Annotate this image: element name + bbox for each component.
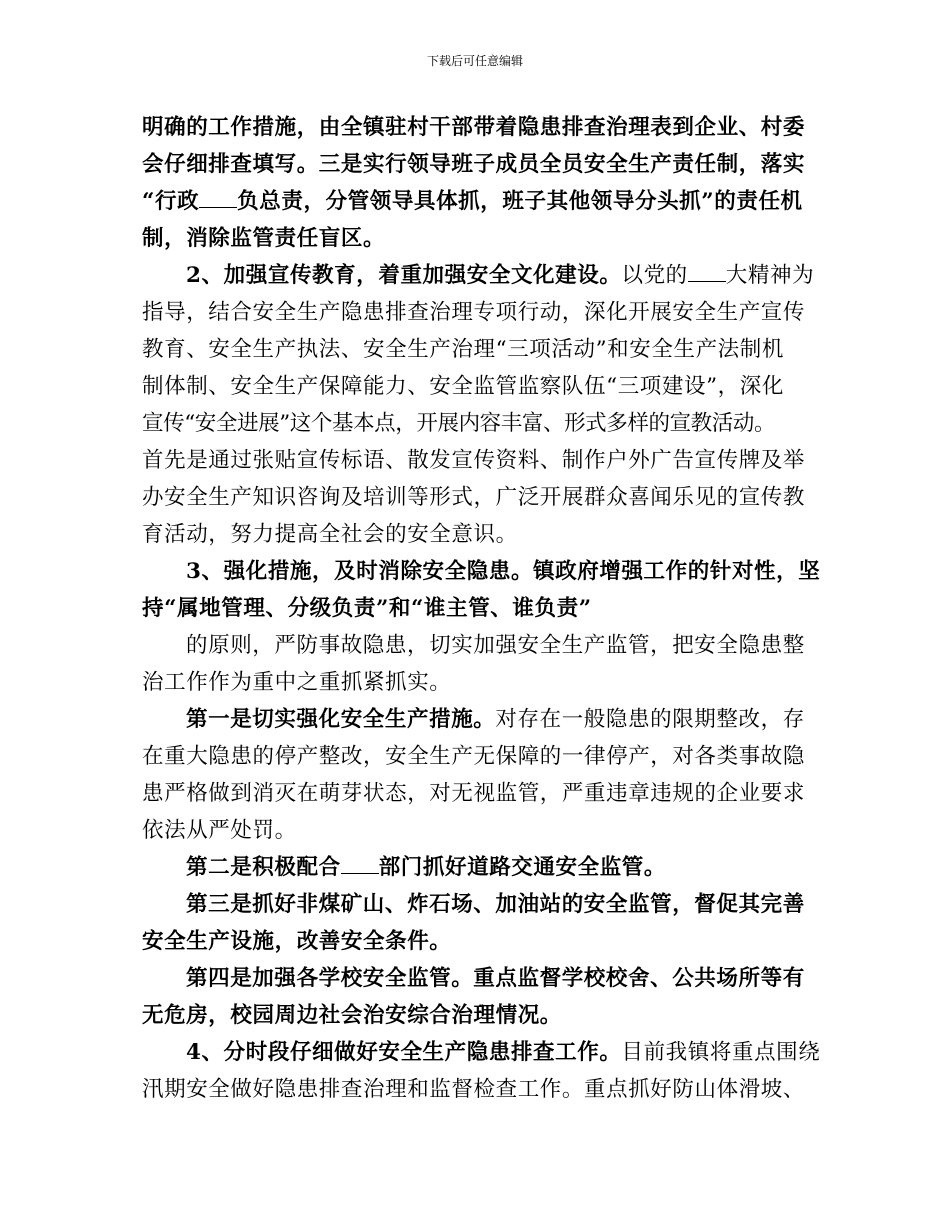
text-fragment: 负总责，分管领导具体抓，班子其他领导分头抓”的责任机 (237, 189, 803, 214)
text-line: 无危房，校园周边社会治安综合治理情况。 (142, 1003, 562, 1028)
paragraph-heading-line (142, 257, 827, 294)
document-body (142, 109, 827, 1108)
text-line: 办安全生产知识咨询及培训等形式，广泛开展群众喜闻乐见的宣传教 (142, 485, 806, 510)
text-fragment: 第二是积极配合 (186, 855, 341, 880)
text-line: 患严格做到消灭在萌芽状态，对无视监管，严重违章违规的企业要求 (142, 781, 806, 806)
text-line: 指导，结合安全生产隐患排查治理专项行动，深化开展安全生产宣传 (142, 300, 806, 325)
text-line: 第三是抓好非煤矿山、炸石场、加油站的安全监管，督促其完善 (186, 892, 805, 917)
text-fragment: 以党的 (621, 263, 688, 288)
text-line: 育活动，努力提高全社会的安全意识。 (142, 522, 518, 547)
blank-underline (341, 853, 379, 874)
text-line: 教育、安全生产执法、安全生产治理“三项活动”和安全生产法制机 (142, 337, 784, 362)
text-line: 在重大隐患的停产整改，安全生产无保障的一律停产，对各类事故隐 (142, 744, 806, 769)
text-line (142, 183, 827, 220)
text-line: 首先是通过张贴宣传标语、散发宣传资料、制作户外广告宣传牌及举 (142, 448, 806, 473)
section-heading: 3、强化措施，及时消除安全隐患。镇政府增强工作的针对性，坚 (186, 559, 821, 584)
text-line: 制体制、安全生产保障能力、安全监管监察队伍“三项建设”，深化 (142, 374, 784, 399)
text-line: 的原则，严防事故隐患，切实加强安全生产监管，把安全隐患整 (186, 633, 805, 658)
page-header: 下载后可任意编辑 (426, 54, 523, 68)
text-fragment: 目前我镇将重点围绕 (621, 1040, 821, 1065)
text-line: 汛期安全做好隐患排查治理和监督检查工作。重点抓好防山体滑坡、 (142, 1077, 806, 1102)
text-line: 持“属地管理、分级负责”和“谁主管、谁负责” (142, 596, 592, 621)
paragraph-heading-line (142, 1034, 827, 1071)
text-line: 宣传“安全进展”这个基本点，开展内容丰富、形式多样的宣教活动。 (142, 411, 776, 436)
text-fragment: “行政 (142, 189, 200, 214)
section-heading: 4、分时段仔细做好安全生产隐患排查工作。 (186, 1040, 622, 1065)
section-heading: 第一是切实强化安全生产措施。 (186, 707, 496, 732)
text-line: 依法从严处罚。 (142, 818, 297, 843)
text-fragment: 对存在一般隐患的限期整改，存 (495, 707, 805, 732)
text-fragment: 部门抓好道路交通安全监管。 (378, 855, 667, 880)
text-line: 制，消除监管责任盲区。 (142, 226, 386, 251)
text-line (142, 849, 827, 886)
text-line: 明确的工作措施，由全镇驻村干部带着隐患排查治理表到企业、村委 (142, 115, 806, 140)
text-line: 会仔细排查填写。三是实行领导班子成员全员安全生产责任制，落实 (142, 152, 806, 177)
section-heading: 2、加强宣传教育，着重加强安全文化建设。 (186, 263, 622, 288)
blank-underline (199, 187, 237, 208)
text-line: 安全生产设施，改善安全条件。 (142, 929, 452, 954)
blank-underline (688, 261, 726, 282)
text-fragment: 大精神为 (725, 263, 815, 288)
text-line: 第四是加强各学校安全监管。重点监督学校校舍、公共场所等有 (186, 966, 805, 991)
text-line: 治工作作为重中之重抓紧抓实。 (142, 670, 452, 695)
paragraph-heading-line (142, 701, 827, 738)
